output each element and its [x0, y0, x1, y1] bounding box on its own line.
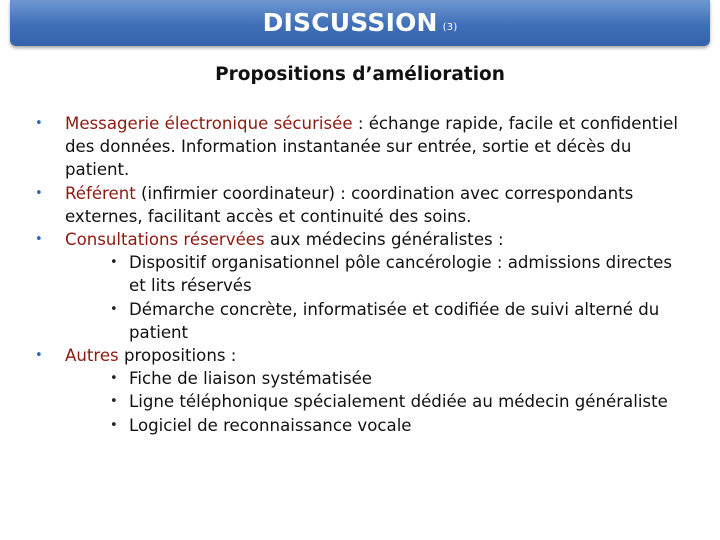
sub-item [0, 414, 710, 437]
sub-item-text: Démarche concrète, informatisée et codifiée de suivi alterné du patient [129, 299, 660, 342]
sub-bullet-icon: • [110, 301, 118, 317]
slide-subtitle: Propositions d’amélioration [215, 64, 505, 85]
item-text: (infirmier coordinateur) : coordination avec correspondants externes, facilitant accès et continuité des soins. [65, 183, 634, 226]
sub-item [0, 367, 710, 390]
bullet-item-consultations [0, 228, 710, 251]
slide-title [263, 8, 458, 37]
item-keyword: Autres [65, 346, 119, 366]
sub-item-text: Logiciel de reconnaissance vocale [129, 415, 412, 435]
sub-item-text: Dispositif organisationnel pôle cancérologie : admissions directes et lits réservés [129, 253, 672, 296]
sub-item-text: Fiche de liaison systématisée [129, 369, 373, 389]
sub-item [0, 251, 710, 297]
bullet-icon: • [35, 232, 43, 248]
sub-bullet-icon: • [110, 417, 118, 433]
bullet-icon: • [35, 116, 43, 131]
item-keyword: Consultations réservées [65, 230, 265, 250]
item-keyword: Référent [65, 183, 136, 203]
sub-item [0, 298, 710, 344]
bullet-icon: • [35, 185, 43, 201]
item-text: : échange rapide, facile et confidentiel des données. Information instantanée sur entrée, sortie et décès du patient. [65, 114, 678, 180]
bullet-item-autres [0, 344, 710, 367]
item-text: aux médecins généralistes : [264, 230, 504, 250]
sub-item [0, 390, 710, 413]
sub-bullet-icon: • [110, 255, 118, 271]
sub-bullet-icon: • [110, 394, 118, 410]
sub-item-text: Ligne téléphonique spécialement dédiée au médecin généraliste [129, 392, 668, 412]
title-text: DISCUSSION [262, 8, 438, 37]
item-text: propositions : [118, 346, 237, 366]
title-suffix: (3) [442, 22, 458, 33]
bullet-item-messagerie [0, 112, 710, 182]
title-bar [10, 0, 710, 46]
bullet-icon: • [35, 348, 43, 364]
sub-bullet-icon: • [110, 371, 118, 387]
item-keyword: Messagerie électronique sécurisée [65, 114, 353, 133]
bullet-list [0, 112, 710, 437]
bullet-item-referent [0, 182, 710, 228]
